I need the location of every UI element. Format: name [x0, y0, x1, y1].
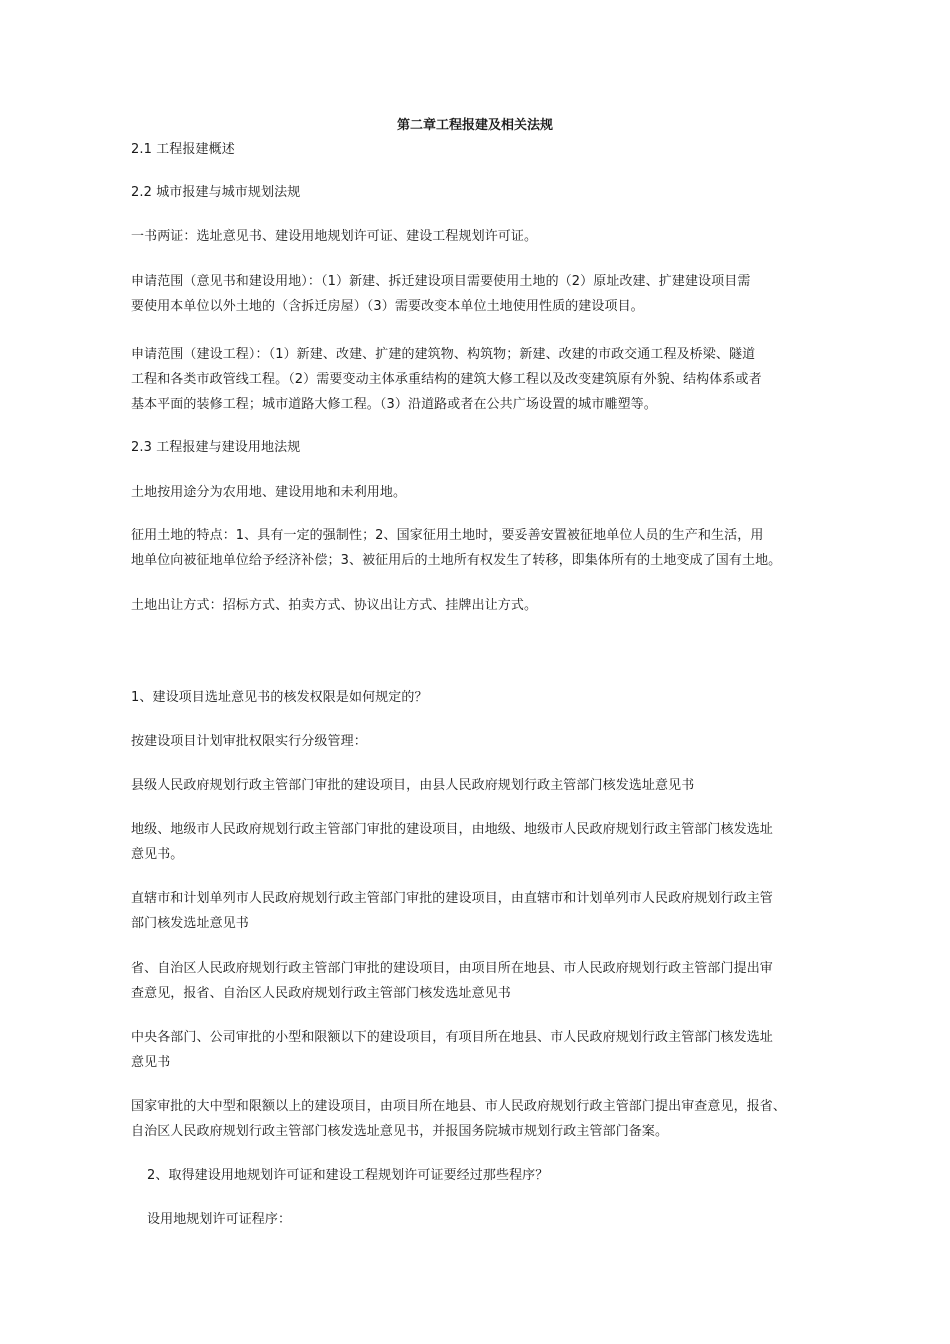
paragraph-line: 土地出让方式：招标方式、拍卖方式、协议出让方式、挂牌出让方式。	[131, 598, 538, 613]
paragraph-line: 按建设项目计划审批权限实行分级管理：	[131, 734, 367, 749]
paragraph-line: 国家审批的大中型和限额以上的建设项目，由项目所在地县、市人民政府规划行政主管部门提出审查意见，报省、	[131, 1099, 787, 1114]
paragraph-line: 申请范围（建设工程）：（1）新建、改建、扩建的建筑物、构筑物；新建、改建的市政交通工程及桥梁、隧道	[131, 347, 756, 362]
section-heading-2-2: 2.2 城市报建与城市规划法规	[131, 185, 301, 200]
question-2: 2、取得建设用地规划许可证和建设工程规划许可证要经过那些程序？	[147, 1168, 549, 1183]
paragraph-line: 部门核发选址意见书	[131, 916, 249, 931]
paragraph-line: 土地按用途分为农用地、建设用地和未利用地。	[131, 485, 407, 500]
paragraph-line: 设用地规划许可证程序：	[147, 1212, 292, 1227]
section-heading-2-3: 2.3 工程报建与建设用地法规	[131, 440, 301, 455]
paragraph-line: 申请范围（意见书和建设用地）：（1）新建、拆迁建设项目需要使用土地的（2）原址改建、扩建建设项目需	[131, 274, 751, 289]
paragraph-line: 意见书	[131, 1055, 171, 1070]
paragraph-line: 查意见，报省、自治区人民政府规划行政主管部门核发选址意见书	[131, 986, 511, 1001]
paragraph-line: 中央各部门、公司审批的小型和限额以下的建设项目，有项目所在地县、市人民政府规划行政主管部门核发选址	[131, 1030, 773, 1045]
paragraph-line: 自治区人民政府规划行政主管部门核发选址意见书，并报国务院城市规划行政主管部门备案。	[131, 1124, 669, 1139]
paragraph-line: 一书两证：选址意见书、建设用地规划许可证、建设工程规划许可证。	[131, 229, 538, 244]
paragraph-line: 地单位向被征地单位给予经济补偿；3、被征用后的土地所有权发生了转移，即集体所有的土地变成了国有土地。	[131, 553, 782, 568]
paragraph-line: 省、自治区人民政府规划行政主管部门审批的建设项目，由项目所在地县、市人民政府规划行政主管部门提出审	[131, 961, 773, 976]
paragraph-line: 直辖市和计划单列市人民政府规划行政主管部门审批的建设项目，由直辖市和计划单列市人民政府规划行政主管	[131, 891, 773, 906]
paragraph-line: 工程和各类市政管线工程。（2）需要变动主体承重结构的建筑大修工程以及改变建筑原有外貌、结构体系或者	[131, 372, 762, 387]
paragraph-line: 地级、地级市人民政府规划行政主管部门审批的建设项目，由地级、地级市人民政府规划行政主管部门核发选址	[131, 822, 773, 837]
paragraph-line: 县级人民政府规划行政主管部门审批的建设项目，由县人民政府规划行政主管部门核发选址意见书	[131, 778, 695, 793]
paragraph-line: 要使用本单位以外土地的（含拆迁房屋）（3）需要改变本单位土地使用性质的建设项目。	[131, 299, 644, 314]
section-heading-2-1: 2.1 工程报建概述	[131, 142, 235, 157]
paragraph-line: 意见书。	[131, 847, 184, 862]
paragraph-line: 征用土地的特点：1、具有一定的强制性；2、国家征用土地时，要妥善安置被征地单位人员的生产和生活，用	[131, 528, 764, 543]
paragraph-line: 基本平面的装修工程；城市道路大修工程。（3）沿道路或者在公共广场设置的城市雕塑等。	[131, 397, 657, 412]
question-1: 1、建设项目选址意见书的核发权限是如何规定的？	[131, 690, 428, 705]
chapter-title: 第二章工程报建及相关法规	[396, 118, 553, 133]
